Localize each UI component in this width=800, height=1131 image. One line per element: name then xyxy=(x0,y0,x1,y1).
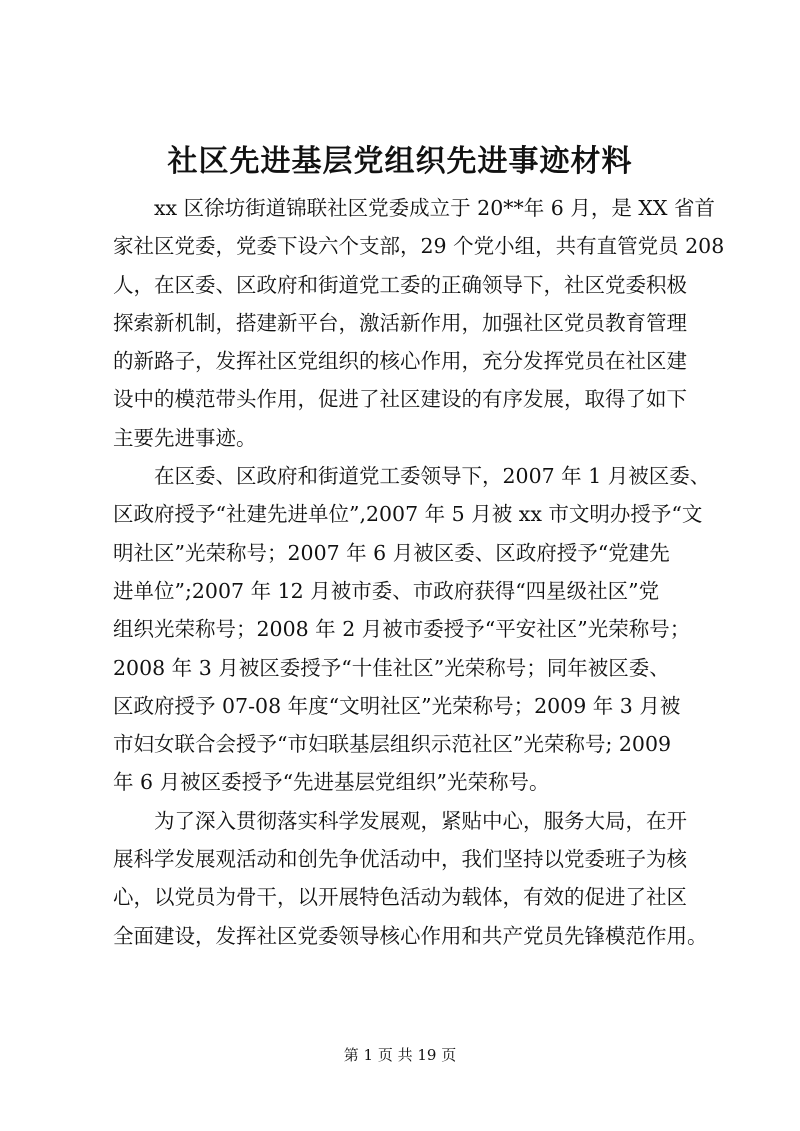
paragraph-line: 在区委、区政府和街道党工委领导下，2007 年 1 月被区委、 xyxy=(154,464,711,489)
paragraph-line: 心，以党员为骨干，以开展特色活动为载体，有效的促进了社区 xyxy=(113,885,687,910)
paragraph-line: 进单位”;2007 年 12 月被市委、市政府获得“四星级社区”党 xyxy=(113,578,660,603)
paragraph-line: 年 6 月被区委授予“先进基层党组织”光荣称号。 xyxy=(113,770,550,795)
paragraph-line: 区政府授予 07-08 年度“文明社区”光荣称号；2009 年 3 月被 xyxy=(113,693,681,718)
document-title: 社区先进基层党组织先进事迹材料 xyxy=(167,144,633,179)
paragraph-line: 展科学发展观活动和创先争优活动中，我们坚持以党委班子为核 xyxy=(113,847,687,872)
paragraph-line: 主要先进事迹。 xyxy=(113,425,257,450)
page-number-footer: 第 1 页 共 19 页 xyxy=(343,1046,457,1064)
paragraph-line: 全面建设，发挥社区党委领导核心作用和共产党员先锋模范作用。 xyxy=(113,923,708,948)
paragraph-2 xyxy=(113,457,723,802)
paragraph-line: 家社区党委，党委下设六个支部，29 个党小组，共有直管党员 208 xyxy=(113,234,725,259)
paragraph-line: 为了深入贯彻落实科学发展观，紧贴中心，服务大局，在开 xyxy=(154,808,687,833)
paragraph-line: 探索新机制，搭建新平台，激活新作用，加强社区党员教育管理 xyxy=(113,310,687,335)
paragraph-line: 2008 年 3 月被区委授予“十佳社区”光荣称号；同年被区委、 xyxy=(113,655,670,680)
document-body xyxy=(113,189,723,955)
paragraph-line: 明社区”光荣称号；2007 年 6 月被区委、区政府授予“党建先 xyxy=(113,540,670,565)
paragraph-1 xyxy=(113,189,723,457)
paragraph-line: 的新路子，发挥社区党组织的核心作用，充分发挥党员在社区建 xyxy=(113,349,687,374)
paragraph-3 xyxy=(113,802,723,955)
paragraph-line: 设中的模范带头作用，促进了社区建设的有序发展，取得了如下 xyxy=(113,387,687,412)
paragraph-line: 组织光荣称号；2008 年 2 月被市委授予“平安社区”光荣称号； xyxy=(113,617,691,642)
paragraph-line: 市妇女联合会授予“市妇联基层组织示范社区”光荣称号; 2009 xyxy=(113,732,672,757)
paragraph-line: 区政府授予“社建先进单位”,2007 年 5 月被 xx 市文明办授予“文 xyxy=(113,502,703,527)
paragraph-line: xx 区徐坊街道锦联社区党委成立于 20**年 6 月，是 XX 省首 xyxy=(154,196,716,220)
paragraph-line: 人，在区委、区政府和街道党工委的正确领导下，社区党委积极 xyxy=(113,272,687,297)
